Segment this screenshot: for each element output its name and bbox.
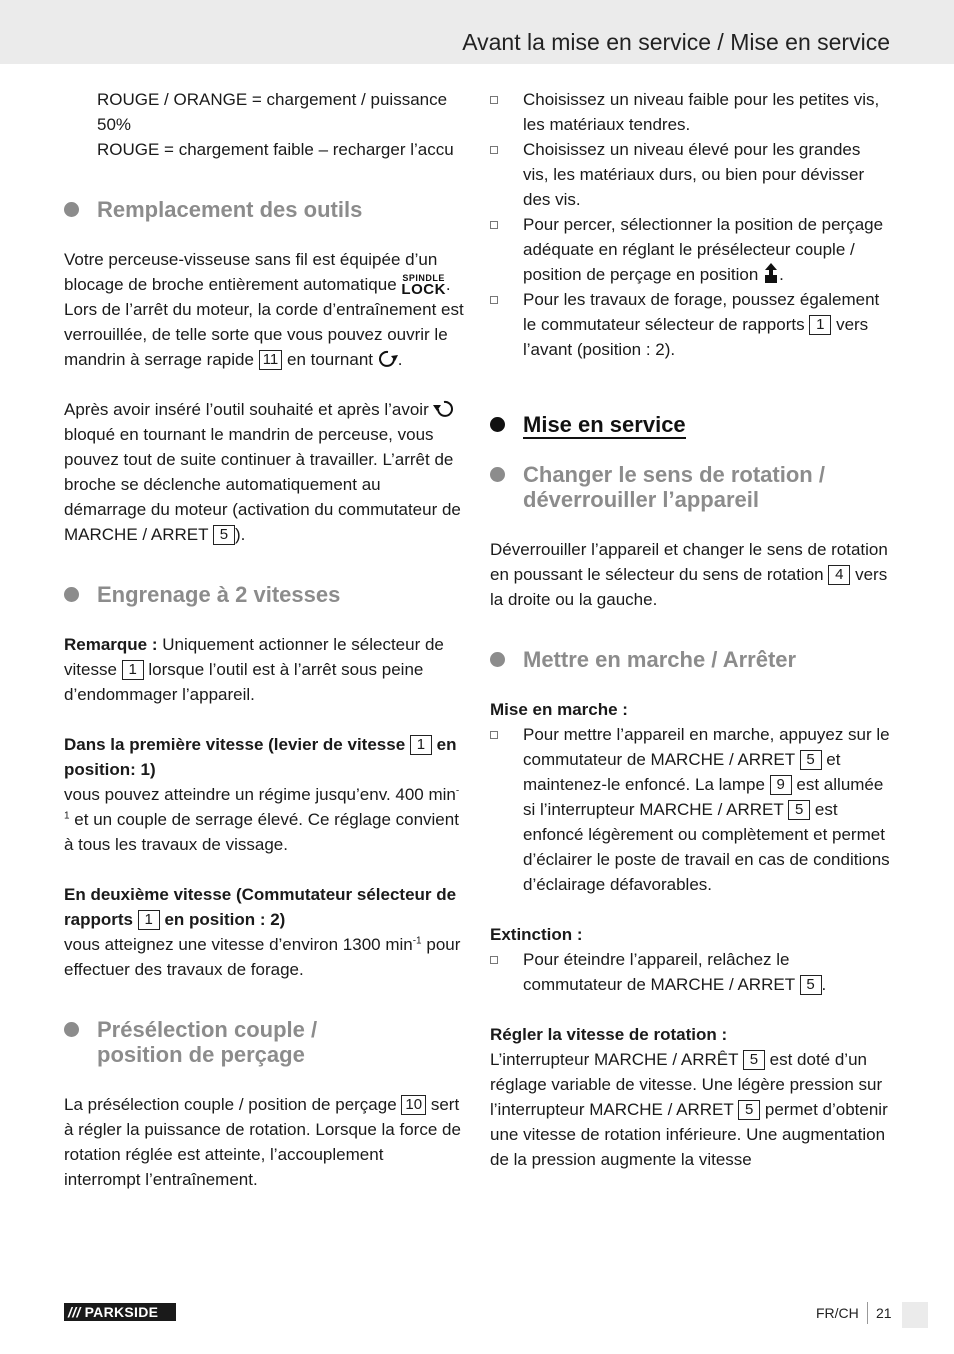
paragraph-spindle-lock: Votre perceuse-visseuse sans fil est équipée d’un blocage de broche entièrement automatique SPINDLE LOCK . Lors de l’arrêt du moteur, la corde d’entraînement est verrouillée, de telle sorte que vous pouvez ouvrir le mandrin à serrage rapide 11 en tournant .: [64, 250, 464, 369]
list-item: Choisissez un niveau élevé pour les grandes vis, les matériaux durs, ou bien pour dévisser des vis.: [490, 137, 890, 212]
ref-number: 5: [743, 1050, 765, 1070]
ref-number: 5: [788, 800, 810, 820]
bullet-dot-icon: [490, 652, 505, 667]
list-item: Pour les travaux de forage, poussez également le commutateur sélecteur de rapports 1 vers l’avant (position : 2).: [490, 287, 890, 362]
paragraph-preselection: La présélection couple / position de perçage 10 sert à régler la puissance de rotation. Lorsque la force de rotation réglée est atteinte, l’accouplement interrompt l’entraînement.: [64, 1095, 461, 1189]
ref-number: 1: [122, 660, 144, 680]
section-remplacement-outils: Remplacement des outils: [64, 197, 464, 222]
checkbox-bullet-icon: [490, 296, 498, 304]
paragraph-first-gear: vous pouvez atteindre un régime jusqu’env. 400 $\min^{-1}$ et un couple de serrage élevé. Ce réglage convient à tous les travaux de vissage.: [64, 785, 460, 854]
list-item: Pour percer, sélectionner la position de perçage adéquate en réglant le présélecteur couple / position de perçage en position .: [490, 212, 890, 287]
ref-number: 9: [770, 775, 792, 795]
left-column: [64, 87, 464, 1192]
ref-number: 1: [410, 735, 432, 755]
paragraph-second-gear: vous atteignez une vitesse d’environ 1300 $\min^{-1}$ pour effectuer des travaux de forage.: [64, 935, 461, 979]
paragraph-remarque: Remarque : Uniquement actionner le sélecteur de vitesse 1 lorsque l’outil est à l’arrêt sous peine d’endommager l’appareil.: [64, 635, 444, 704]
ref-number: 10: [401, 1095, 426, 1115]
checkbox-bullet-icon: [490, 731, 498, 739]
page-number: 21: [876, 1305, 892, 1321]
footer-language: FR/CH: [816, 1305, 859, 1321]
spindle-lock-icon: SPINDLE LOCK: [401, 273, 446, 298]
ref-number: 5: [800, 975, 822, 995]
list-item: Pour mettre l’appareil en marche, appuyez sur le commutateur de MARCHE / ARRET 5 et maintenez-le enfoncé. La lampe 9 est allumée si l’interrupteur MARCHE / ARRET 5 est enfoncé légèrement ou complètement et permet d’éclairer le poste de travail en cas de conditions d’éclairage défavorables.: [490, 722, 890, 897]
checkbox-bullet-icon: [490, 146, 498, 154]
drill-position-icon: [763, 263, 779, 283]
section-mise-en-service: Mise en service: [490, 412, 890, 437]
bullet-dot-icon: [490, 417, 505, 432]
section-sens-rotation: Changer le sens de rotation / déverrouiller l’appareil: [490, 462, 890, 512]
checkbox-bullet-icon: [490, 96, 498, 104]
ref-number: 1: [809, 315, 831, 335]
ref-number: 1: [138, 910, 160, 930]
list-item: Pour éteindre l’appareil, relâchez le commutateur de MARCHE / ARRET 5 .: [490, 947, 890, 997]
heading-first-gear: Dans la première vitesse (levier de vitesse 1 en position: 1): [64, 735, 457, 779]
checkbox-bullet-icon: [490, 956, 498, 964]
charge-line-1: ROUGE / ORANGE = chargement / puissance 50%: [97, 90, 448, 134]
ref-number: 4: [828, 565, 850, 585]
bullet-dot-icon: [64, 1022, 79, 1037]
bullet-dot-icon: [64, 587, 79, 602]
heading-mise-en-marche: Mise en marche :: [490, 700, 628, 719]
footer-divider: [867, 1302, 868, 1324]
paragraph-tool-lock: Après avoir inséré l’outil souhaité et après l’avoir bloqué en tournant le mandrin de perceuse, vous pouvez tout de suite continuer à travailler. L’arrêt de broche se déclenche automatiquement au démarrage du moteur (activation du commutateur de MARCHE / ARRET 5 ).: [64, 400, 461, 544]
rotate-counterclockwise-icon: [433, 400, 455, 418]
section-engrenage: Engrenage à 2 vitesses: [64, 582, 464, 607]
paragraph-sens-rotation: Déverrouiller l’appareil et changer le sens de rotation en poussant le sélecteur du sens de rotation 4 vers la droite ou la gauche.: [490, 540, 888, 609]
right-column: [490, 87, 890, 1172]
page-title: Avant la mise en service / Mise en service: [462, 29, 890, 55]
ref-number: 5: [738, 1100, 760, 1120]
section-preselection: Présélection couple / position de perçage: [64, 1017, 464, 1067]
charge-line-2: ROUGE = chargement faible – recharger l’accu: [97, 140, 454, 159]
parkside-logo: /// PARKSIDE: [64, 1303, 176, 1321]
rotate-clockwise-icon: [378, 350, 398, 368]
section-marche-arret: Mettre en marche / Arrêter: [490, 647, 890, 672]
heading-vitesse: Régler la vitesse de rotation :: [490, 1025, 728, 1044]
ref-number: 11: [259, 350, 283, 370]
bullet-dot-icon: [64, 202, 79, 217]
bullet-dot-icon: [490, 467, 505, 482]
ref-number: 5: [213, 525, 235, 545]
heading-second-gear: En deuxième vitesse (Commutateur sélecteur de rapports 1 en position : 2): [64, 885, 457, 929]
heading-extinction: Extinction :: [490, 925, 583, 944]
list-item: Choisissez un niveau faible pour les petites vis, les matériaux tendres.: [490, 87, 890, 137]
footer-tab: [902, 1302, 928, 1328]
checkbox-bullet-icon: [490, 221, 498, 229]
paragraph-vitesse: L’interrupteur MARCHE / ARRÊT 5 est doté d’un réglage variable de vitesse. Une légère pression sur l’interrupteur MARCHE / ARRET 5 permet d’obtenir une vitesse de rotation inférieure. Une augmentation de la pression augmente la vitesse: [490, 1050, 888, 1169]
ref-number: 5: [800, 750, 822, 770]
